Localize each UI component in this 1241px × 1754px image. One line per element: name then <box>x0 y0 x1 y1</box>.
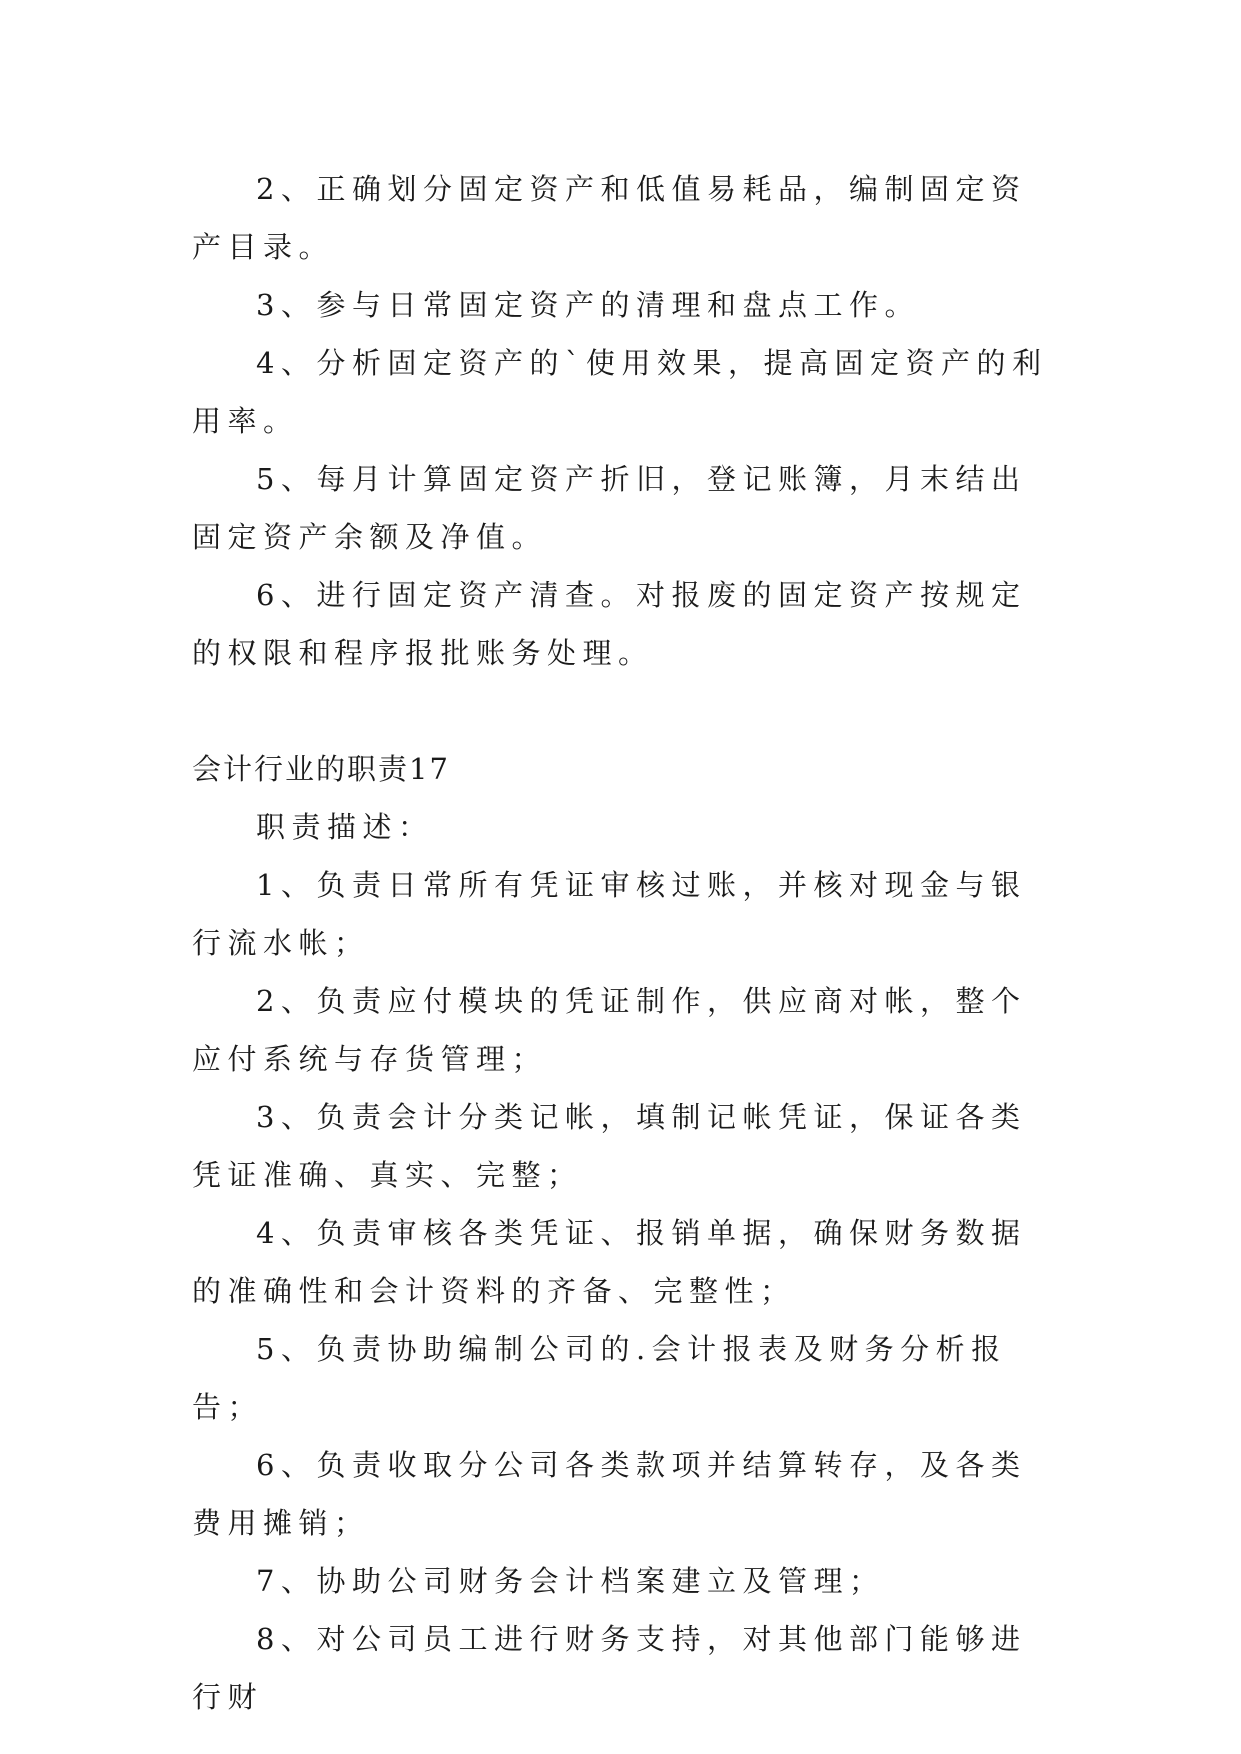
section-subtitle: 职责描述： <box>256 810 434 844</box>
duty-item-7: 7、协助公司财务会计档案建立及管理； <box>256 1564 885 1598</box>
paragraph-item-3: 3、参与日常固定资产的清理和盘点工作。 <box>256 288 920 322</box>
document-body <box>192 160 1052 1726</box>
paragraph-item-2: 2、正确划分固定资产和低值易耗品，编制固定资产目录。 <box>192 172 1027 264</box>
duty-item-4: 4、负责审核各类凭证、报销单据，确保财务数据的准确性和会计资料的齐备、完整性； <box>192 1216 1027 1308</box>
duty-item-5: 5、负责协助编制公司的.会计报表及财务分析报告； <box>192 1332 1007 1424</box>
duty-item-6: 6、负责收取分公司各类款项并结算转存，及各类费用摊销； <box>192 1448 1027 1540</box>
section-spacer <box>192 682 1052 740</box>
paragraph-item-4: 4、分析固定资产的`使用效果，提高固定资产的利用率。 <box>192 346 1048 438</box>
duty-item-2: 2、负责应付模块的凭证制作，供应商对帐，整个应付系统与存货管理； <box>192 984 1027 1076</box>
paragraph-item-5: 5、每月计算固定资产折旧，登记账簿，月末结出固定资产余额及净值。 <box>192 462 1027 554</box>
duty-item-1: 1、负责日常所有凭证审核过账，并核对现金与银行流水帐； <box>192 868 1027 960</box>
paragraph-item-6: 6、进行固定资产清查。对报废的固定资产按规定的权限和程序报批账务处理。 <box>192 578 1027 670</box>
section-title: 会计行业的职责17 <box>192 752 450 786</box>
duty-item-8: 8、对公司员工进行财务支持，对其他部门能够进行财 <box>192 1622 1027 1714</box>
duty-item-3: 3、负责会计分类记帐，填制记帐凭证，保证各类凭证准确、真实、完整； <box>192 1100 1027 1192</box>
